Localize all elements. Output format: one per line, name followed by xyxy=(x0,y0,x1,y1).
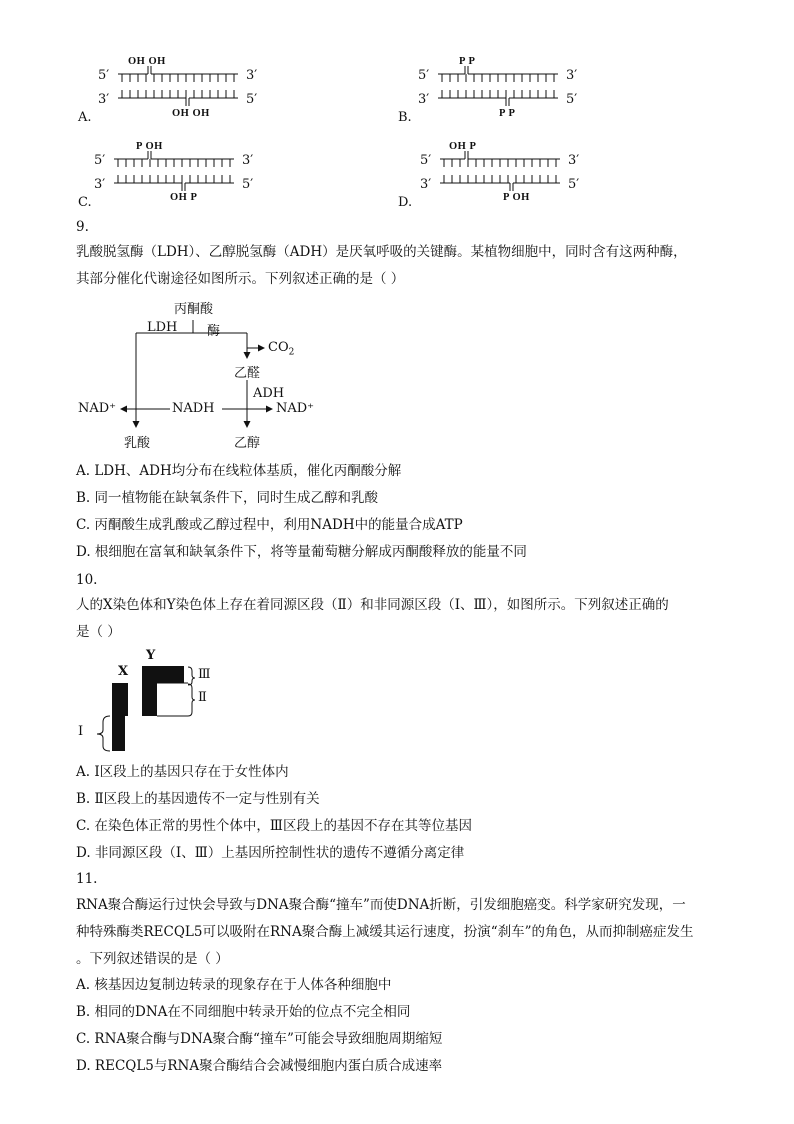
option-c: C. RNA聚合酶与DNA聚合酶“撞车”可能会导致细胞周期缩短 xyxy=(76,1031,443,1047)
pyruvate-label: 丙酮酸 xyxy=(174,302,214,317)
option-letter: A. xyxy=(78,110,92,125)
question-number: 9. xyxy=(76,219,89,235)
top-end-mark: OH P xyxy=(449,141,477,152)
acetaldehyde-label: 乙醛 xyxy=(234,366,261,381)
option-d: D. RECQL5与RNA聚合酶结合会减慢细胞内蛋白质合成速率 xyxy=(76,1058,443,1074)
prime-label: 5′ xyxy=(418,68,430,83)
question-number: 10. xyxy=(76,572,98,588)
prime-label: 3′ xyxy=(242,153,254,168)
option-a: A. Ⅰ区段上的基因只存在于女性体内 xyxy=(76,764,289,780)
option-d: D. 非同源区段（Ⅰ、Ⅲ）上基因所控制性状的遗传不遵循分离定律 xyxy=(76,845,465,861)
option-letter: B. xyxy=(398,110,412,125)
prime-label: 5′ xyxy=(98,68,110,83)
question-stem: RNA聚合酶运行过快会导致与DNA聚合酶“撞车”而使DNA折断，引发细胞癌变。科学家研究发现，一 xyxy=(76,897,686,913)
prime-label: 5′ xyxy=(246,92,258,107)
y-chromosome-label: Y xyxy=(146,648,156,663)
prime-label: 5′ xyxy=(420,153,432,168)
question-stem: 乳酸脱氢酶（LDH）、乙醇脱氢酶（ADH）是厌氧呼吸的关键酶。某植物细胞中，同时含有这两种酶， xyxy=(76,244,687,260)
bottom-end-mark: P P xyxy=(499,108,516,119)
top-end-mark: OH OH xyxy=(128,56,166,67)
lactate-label: 乳酸 xyxy=(124,436,151,451)
question-stem: 种特殊酶类RECQL5可以吸附在RNA聚合酶上减缓其运行速度，扮演“刹车”的角色，从而抑制癌症发生 xyxy=(76,924,694,940)
nad-left-label: NAD⁺ xyxy=(78,401,117,416)
option-b: B. 同一植物能在缺氧条件下，同时生成乙醇和乳酸 xyxy=(76,490,379,506)
option-b: B. Ⅱ区段上的基因遗传不一定与性别有关 xyxy=(76,791,320,807)
option-letter: C. xyxy=(78,195,92,210)
prime-label: 3′ xyxy=(420,177,432,192)
question-stem: 是（ ） xyxy=(76,624,121,640)
question-number: 11. xyxy=(76,871,98,887)
option-d: D. 根细胞在富氧和缺氧条件下，将等量葡萄糖分解成丙酮酸释放的能量不同 xyxy=(76,544,527,560)
prime-label: 3′ xyxy=(246,68,258,83)
co2-label: $CO_2$ xyxy=(268,340,295,358)
option-a: A. 核基因边复制边转录的现象存在于人体各种细胞中 xyxy=(76,977,392,993)
prime-label: 3′ xyxy=(566,68,578,83)
prime-label: 3′ xyxy=(94,177,106,192)
top-end-mark: P OH xyxy=(136,141,163,152)
ldh-label: LDH xyxy=(147,320,178,335)
bottom-end-mark: P OH xyxy=(503,192,530,203)
prime-label: 5′ xyxy=(568,177,580,192)
segment-i-label: Ⅰ xyxy=(78,724,84,739)
prime-label: 5′ xyxy=(242,177,254,192)
segment-ii-label: Ⅱ xyxy=(198,690,207,705)
x-chromosome-label: X xyxy=(118,664,129,679)
adh-label: ADH xyxy=(253,386,285,401)
top-end-mark: P P xyxy=(459,56,476,67)
segment-iii-label: Ⅲ xyxy=(198,667,211,682)
option-a: A. LDH、ADH均分布在线粒体基质，催化丙酮酸分解 xyxy=(76,463,402,479)
prime-label: 3′ xyxy=(98,92,110,107)
bottom-end-mark: OH P xyxy=(170,192,198,203)
nadh-label: NADH xyxy=(172,401,215,416)
bottom-end-mark: OH OH xyxy=(172,108,210,119)
option-letter: D. xyxy=(398,195,413,210)
prime-label: 5′ xyxy=(566,92,578,107)
question-stem: 。下列叙述错误的是（ ） xyxy=(76,951,229,967)
option-c: C. 丙酮酸生成乳酸或乙醇过程中，利用NADH中的能量合成ATP xyxy=(76,517,463,533)
prime-label: 3′ xyxy=(418,92,430,107)
prime-label: 5′ xyxy=(94,153,106,168)
question-stem: 人的X染色体和Y染色体上存在着同源区段（Ⅱ）和非同源区段（Ⅰ、Ⅲ），如图所示。下列叙述正确的 xyxy=(76,597,669,613)
option-c: C. 在染色体正常的男性个体中，Ⅲ区段上的基因不存在其等位基因 xyxy=(76,818,472,834)
ethanol-label: 乙醇 xyxy=(234,436,261,451)
nad-right-label: NAD⁺ xyxy=(276,401,315,416)
option-b: B. 相同的DNA在不同细胞中转录开始的位点不完全相同 xyxy=(76,1004,411,1020)
question-stem: 其部分催化代谢途径如图所示。下列叙述正确的是（ ） xyxy=(76,271,405,287)
prime-label: 3′ xyxy=(568,153,580,168)
enzyme-label: 酶 xyxy=(207,324,221,339)
